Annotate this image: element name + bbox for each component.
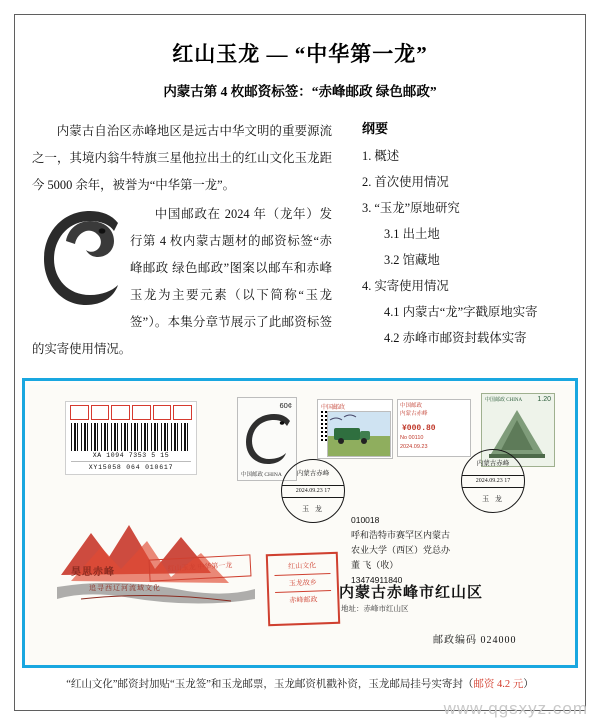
postmark-2-bottom: 玉 龙: [482, 495, 504, 503]
red-square-line-2: 玉龙故乡: [275, 577, 331, 593]
sender-address: 地址：赤峰市红山区: [341, 604, 409, 613]
address-phone: 13474911840: [351, 575, 403, 585]
stamp-green-denomination: 1.20: [537, 396, 551, 403]
postmark-1-top: 内蒙古赤峰: [296, 470, 330, 477]
postmark-2-date: 2024.09.23 17: [462, 475, 524, 488]
body-area: [32, 118, 568, 368]
outline-item-1[interactable]: 1. 概述: [362, 149, 400, 163]
meter-line-1: 中国邮政: [400, 403, 423, 409]
meter-amount: ¥000.80: [402, 424, 436, 433]
barcode-number-1: XA 1094 7353 5 15: [92, 452, 170, 459]
outline-item-4[interactable]: 4. 实寄使用情况: [362, 279, 449, 293]
stamp-qr-header: 中国邮政: [321, 405, 346, 411]
stamp-green-label: 中国邮政 CHINA: [485, 398, 523, 403]
address-line-1: 呼和浩特市赛罕区内蒙古: [351, 530, 451, 540]
address-block: [351, 515, 541, 585]
jade-dragon-illustration: [32, 205, 124, 313]
outline-item-3[interactable]: 3. “玉龙”原地研究: [362, 201, 460, 215]
artwork-subcaption: 追寻西辽河流域文化: [89, 584, 161, 592]
text-column: [32, 118, 332, 363]
postmark-jade-dragon-1: [281, 459, 345, 523]
barcode-icon: [71, 423, 191, 451]
postage-meter-impression: [397, 399, 471, 457]
outline-item-3-2[interactable]: 3.2 馆藏地: [384, 253, 440, 267]
outline-item-4-2[interactable]: 4.2 赤峰市邮资封载体实寄: [384, 331, 527, 345]
outline-item-4-1[interactable]: 4.1 内蒙古“龙”字戳原地实寄: [384, 305, 538, 319]
postmark-2-top: 内蒙古赤峰: [476, 460, 510, 467]
page-title: 红山玉龙 — “中华第一龙”: [172, 42, 428, 66]
cover-figure: [22, 378, 578, 668]
stamp-jade-country: 中国邮政 CHINA: [241, 472, 282, 478]
figure-caption: [0, 676, 600, 691]
red-square-line-1: 红山文化: [274, 560, 330, 576]
outline-heading: 纲要: [362, 121, 389, 136]
figure-caption-part-1: “红山文化”邮资封加贴“玉龙签”和玉龙邮票，玉龙邮资机戳补资，玉龙邮局挂号实寄封（: [66, 679, 474, 690]
figure-caption-part-2: ）: [523, 679, 534, 690]
registered-barcode-label: [65, 401, 197, 475]
paragraph-1: 内蒙古自治区赤峰地区是远古中华文明的重要源流之一，其境内翁牛特旗三星他拉出土的红山文化玉龙距今 5000 余年，被誉为“中华第一龙”。: [32, 124, 332, 192]
address-zip: 010018: [351, 515, 380, 525]
postmark-1-bottom: 玉 龙: [302, 505, 324, 513]
outline-item-3-1[interactable]: 3.1 出土地: [384, 227, 440, 241]
stamp-postal-truck-image: [327, 411, 391, 457]
meter-line-2: 内蒙古赤峰: [400, 411, 428, 417]
meter-serial: No 00110: [400, 435, 424, 441]
paragraph-2: 中国邮政在 2024 年（龙年）发行第 4 枚内蒙古题材的邮资标签“赤峰邮政 绿色邮政”图案以邮车和赤峰玉龙为主要元素（以下简称“玉龙签”）。本集分章节展示了此邮资标签的实寄使用情况。: [32, 207, 332, 356]
postmark-jade-dragon-2: [461, 449, 525, 513]
stamp-jade-denomination: 60¢: [279, 401, 292, 410]
barcode-number-2: XY15058 064 010617: [71, 461, 191, 471]
outline-item-2[interactable]: 2. 首次使用情况: [362, 175, 449, 189]
watermark: www.qgsxyz.com: [443, 699, 588, 718]
meter-header: [400, 402, 468, 418]
page-subtitle: 内蒙古第 4 枚邮资标签：“赤峰邮政 绿色邮政”: [163, 84, 437, 99]
barcode-label-boxes: [70, 405, 192, 420]
figure-caption-rate: 邮资 4.2 元: [473, 679, 524, 690]
postmark-1-date: 2024.09.23 17: [282, 485, 344, 498]
red-square-cachet: [266, 552, 340, 626]
address-recipient: 董 飞（收）: [351, 560, 399, 570]
cover-envelope: [29, 385, 575, 665]
sender-zip: 邮政编码 024000: [433, 635, 517, 646]
red-rect-cachet: 红山玉龙 中华第一龙: [148, 554, 251, 581]
sender-region: 内蒙古赤峰市红山区: [339, 585, 484, 601]
red-square-line-3: 赤峰邮政: [289, 595, 318, 605]
outline-column: [362, 118, 568, 351]
address-line-2: 农业大学（西区）党总办: [351, 545, 451, 555]
meter-date: 2024.09.23: [400, 444, 428, 450]
artwork-caption: 昊思赤峰: [71, 567, 115, 578]
